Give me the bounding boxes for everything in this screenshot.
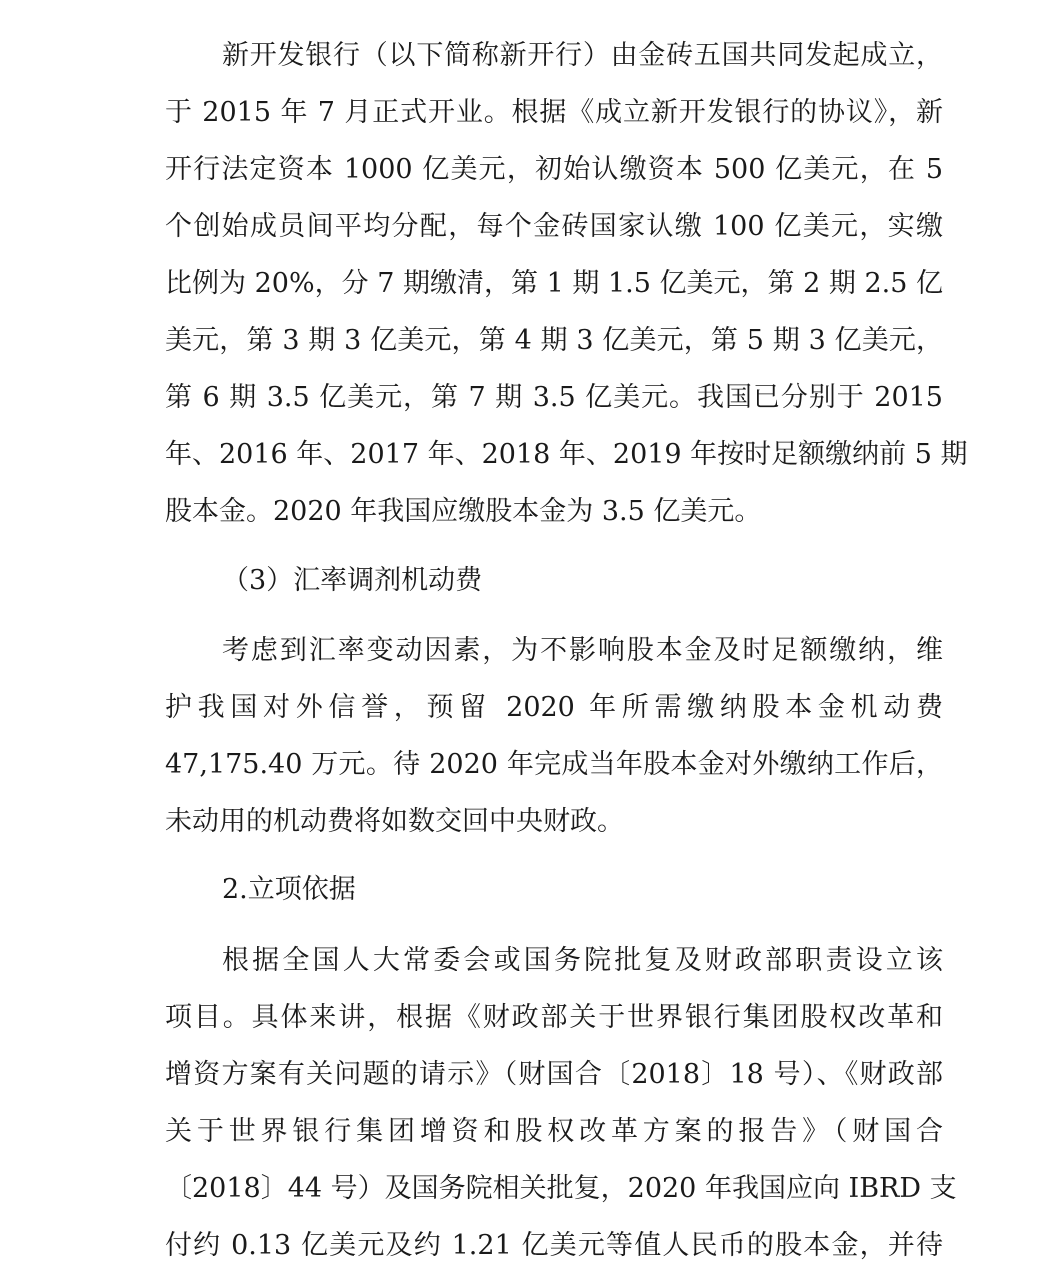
paragraph-fee-line-2: 护我国对外信誉，预留 2020 年所需缴纳股本金机动费 <box>165 692 943 723</box>
paragraph-basis-line-6: 付约 0.13 亿美元及约 1.21 亿美元等值人民币的股本金，并待 <box>165 1230 943 1261</box>
paragraph-ndb-line-2: 于 2015 年 7 月正式开业。根据《成立新开发银行的协议》，新 <box>165 97 943 128</box>
paragraph-basis-line-4: 关于世界银行集团增资和股权改革方案的报告》（财国合 <box>165 1116 943 1147</box>
paragraph-ndb-line-3: 开行法定资本 1000 亿美元，初始认缴资本 500 亿美元，在 5 <box>165 154 943 185</box>
paragraph-basis-line-5: 〔2018〕44 号）及国务院相关批复，2020 年我国应向 IBRD 支 <box>165 1173 957 1204</box>
paragraph-ndb-line-5: 比例为 20%，分 7 期缴清，第 1 期 1.5 亿美元，第 2 期 2.5 亿 <box>165 268 943 299</box>
paragraph-fee-line-3: 47,175.40 万元。待 2020 年完成当年股本金对外缴纳工作后， <box>165 749 943 780</box>
paragraph-ndb-line-8: 年、2016 年、2017 年、2018 年、2019 年按时足额缴纳前 5 期 <box>165 439 968 470</box>
paragraph-fee-line-1: 考虑到汇率变动因素，为不影响股本金及时足额缴纳，维 <box>222 635 943 666</box>
paragraph-ndb-line-1: 新开发银行（以下简称新开行）由金砖五国共同发起成立， <box>222 40 943 71</box>
paragraph-fee-line-4: 未动用的机动费将如数交回中央财政。 <box>165 806 624 837</box>
paragraph-basis-line-2: 项目。具体来讲，根据《财政部关于世界银行集团股权改革和 <box>165 1002 943 1033</box>
paragraph-ndb-line-6: 美元，第 3 期 3 亿美元，第 4 期 3 亿美元，第 5 期 3 亿美元， <box>165 325 943 356</box>
paragraph-basis-line-3: 增资方案有关问题的请示》（财国合〔2018〕18 号）、《财政部 <box>165 1059 943 1090</box>
paragraph-ndb-line-4: 个创始成员间平均分配，每个金砖国家认缴 100 亿美元，实缴 <box>165 211 943 242</box>
subheading-exchange-rate-fee: （3）汇率调剂机动费 <box>222 565 483 596</box>
section-heading-basis: 2.立项依据 <box>222 874 356 905</box>
paragraph-ndb-line-9: 股本金。2020 年我国应缴股本金为 3.5 亿美元。 <box>165 496 762 527</box>
paragraph-ndb-line-7: 第 6 期 3.5 亿美元，第 7 期 3.5 亿美元。我国已分别于 2015 <box>165 382 943 413</box>
paragraph-basis-line-1: 根据全国人大常委会或国务院批复及财政部职责设立该 <box>222 945 943 976</box>
